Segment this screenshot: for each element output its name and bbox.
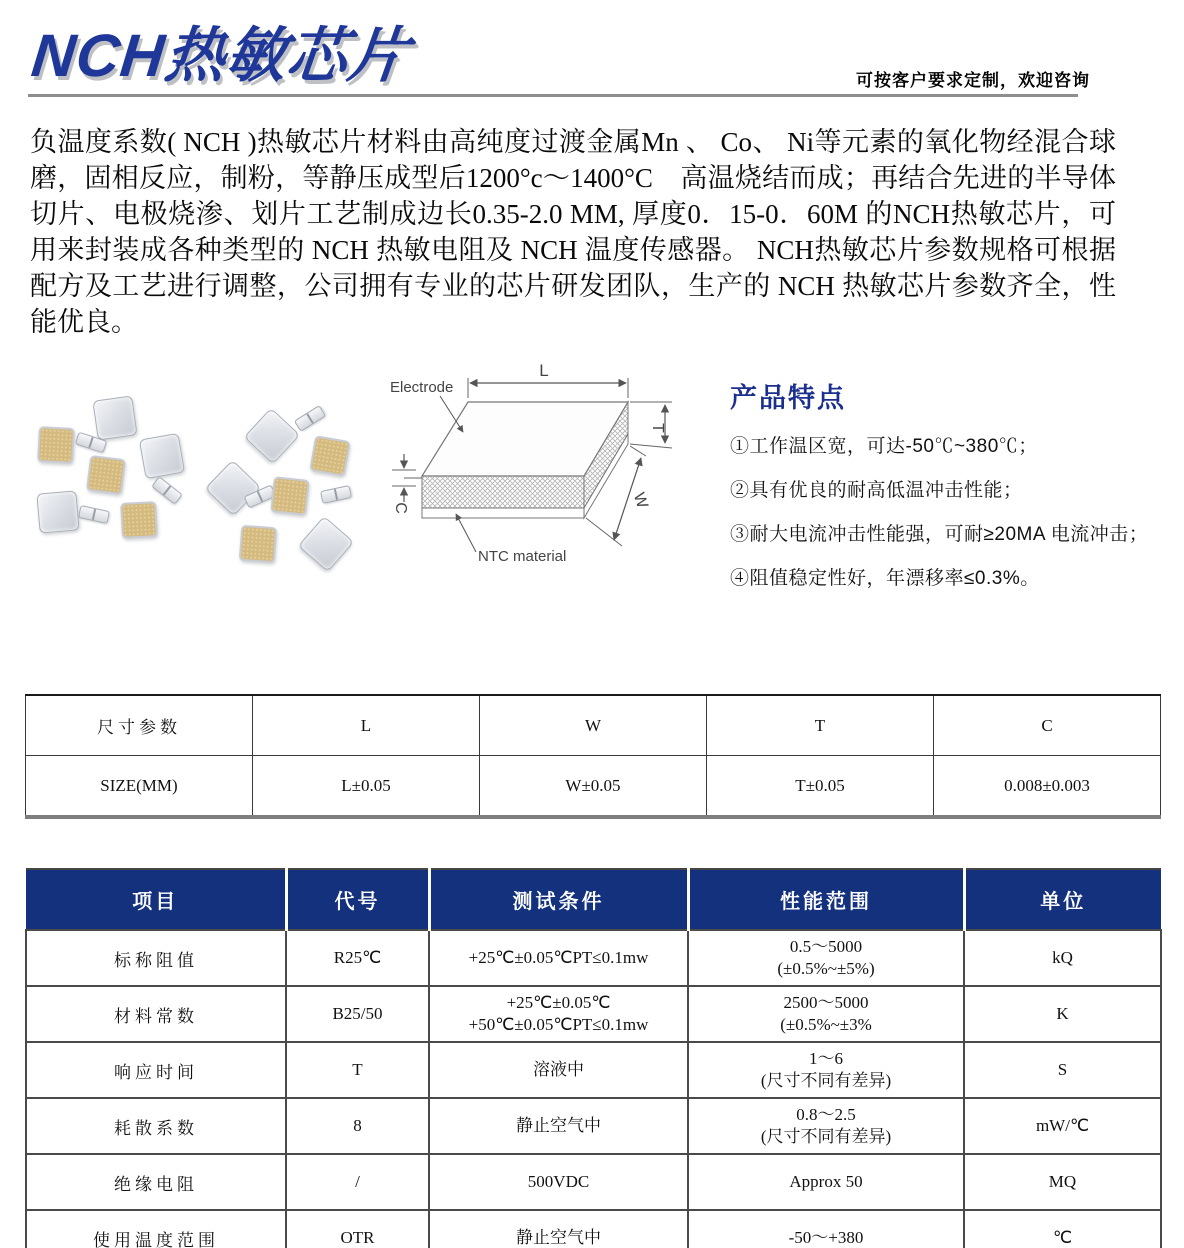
size-value-cell: 0.008±0.003 [934, 756, 1161, 818]
condition-line: 静止空气中 [516, 1228, 601, 1247]
bottom-electrode-strip [422, 508, 584, 518]
spec-row [26, 1210, 1161, 1248]
chip [309, 435, 351, 477]
chip [36, 490, 79, 533]
size-header-cell: W [480, 695, 707, 756]
product-features [730, 376, 1175, 607]
intro-paragraph: 负温度系数( NCH )热敏芯片材料由高纯度过渡金属Mn 、 Co、 Ni等元素的氧化物经混合球磨，固相反应，制粉，等静压成型后1200°c～1400°C 高温烧结而成；再结合先进的半导体切片、电极烧渗、划片工艺制成边长0.35-2.0 MM, 厚度0．15-0．60M 的NCH热敏芯片，可用来封装成各种类型的 NCH 热敏电阻及 NCH 温度传感器。 NCH热敏芯片参数规格可根据配方及工艺进行调整，公司拥有专业的芯片研发团队，生产的 NCH 热敏芯片参数齐全，性能优良。 [30, 127, 1116, 337]
spec-header-range: 性能范围 [688, 869, 964, 930]
range-line: -50～+380 [788, 1228, 864, 1247]
page-title: NCH热敏芯片 [28, 22, 413, 89]
spec-cell-item: 绝缘电阻 [26, 1154, 286, 1210]
spec-cell-unit: ℃ [964, 1210, 1161, 1248]
feature-item: ①工作温区宽，可达-50℃~380℃； [730, 436, 1038, 457]
spec-cell-code: OTR [286, 1210, 429, 1248]
size-table-header-row [26, 695, 1161, 756]
condition-line: 500VDC [527, 1172, 590, 1191]
features-heading: 产品特点 [730, 383, 846, 413]
size-header-cell: T [707, 695, 934, 756]
chip-diagram-svg [360, 356, 700, 580]
spec-cell-condition [429, 986, 688, 1042]
feature-item: ②具有优良的耐高低温冲击性能； [730, 480, 1023, 501]
spec-cell-condition [429, 1154, 688, 1210]
spec-cell-condition [429, 1042, 688, 1098]
dim-label-L: L [539, 361, 549, 380]
spec-row [26, 1154, 1161, 1210]
condition-line: 溶液中 [533, 1060, 584, 1079]
dim-label-C: C [392, 502, 409, 514]
chip [298, 516, 354, 572]
spec-table [25, 868, 1162, 1248]
spec-cell-condition [429, 1098, 688, 1154]
spec-cell-code: B25/50 [286, 986, 429, 1042]
spec-cell-range [688, 1210, 964, 1248]
chip [270, 476, 310, 516]
spec-row [26, 930, 1161, 986]
chip [92, 395, 137, 440]
condition-line: +25℃±0.05℃PT≤0.1mw [468, 948, 649, 967]
range-line: (±0.5%~±3% [780, 1015, 872, 1034]
chip [139, 433, 185, 479]
condition-line: +25℃±0.05℃ [506, 993, 611, 1012]
spec-cell-code: R25℃ [286, 930, 429, 986]
spec-header-condition: 测试条件 [429, 869, 688, 930]
size-table-value-row [26, 756, 1161, 818]
spec-cell-range [688, 1098, 964, 1154]
spec-cell-item: 耗散系数 [26, 1098, 286, 1154]
spec-row [26, 1098, 1161, 1154]
spec-cell-item: 标称阻值 [26, 930, 286, 986]
chip [244, 408, 301, 465]
size-header-cell: 尺寸参数 [26, 695, 253, 756]
size-value-cell: L±0.05 [253, 756, 480, 818]
spec-header-code: 代号 [286, 869, 429, 930]
range-line: 2500～5000 [783, 993, 869, 1012]
spec-header-unit: 单位 [964, 869, 1161, 930]
spec-cell-unit: S [964, 1042, 1161, 1098]
chip-dimension-diagram [360, 356, 700, 580]
spec-cell-item: 响应时间 [26, 1042, 286, 1098]
range-line: (尺寸不同有差异) [760, 1127, 892, 1146]
chip [205, 460, 262, 517]
size-value-cell: W±0.05 [480, 756, 707, 818]
range-line: (尺寸不同有差异) [760, 1071, 892, 1090]
chip [294, 405, 326, 432]
range-line: 1～6 [809, 1049, 843, 1068]
range-line: 0.5～5000 [789, 937, 863, 956]
spec-table-header-row [26, 869, 1161, 930]
size-header-cell: L [253, 695, 480, 756]
spec-cell-code: 8 [286, 1098, 429, 1154]
spec-cell-condition [429, 1210, 688, 1248]
size-header-cell: C [934, 695, 1161, 756]
spec-cell-item: 使用温度范围 [26, 1210, 286, 1248]
chip [239, 525, 277, 563]
spec-cell-range [688, 1042, 964, 1098]
size-value-cell: SIZE(MM) [26, 756, 253, 818]
feature-item: ③耐大电流冲击性能强，可耐≥20MA 电流冲击； [730, 524, 1149, 545]
spec-cell-condition [429, 930, 688, 986]
spec-cell-range [688, 986, 964, 1042]
size-table [25, 694, 1161, 819]
spec-cell-unit: mW/℃ [964, 1098, 1161, 1154]
spec-cell-item: 材料常数 [26, 986, 286, 1042]
range-line: 0.8～2.5 [796, 1105, 856, 1124]
chip [37, 426, 75, 464]
chips-photo [18, 372, 370, 580]
condition-line: +50℃±0.05℃PT≤0.1mw [468, 1015, 649, 1034]
header-rule [28, 94, 1078, 97]
spec-cell-unit: K [964, 986, 1161, 1042]
electrode-label: Electrode [390, 379, 454, 396]
range-line: Approx 50 [789, 1172, 863, 1191]
spec-row [26, 1042, 1161, 1098]
spec-row [26, 986, 1161, 1042]
chip [120, 501, 158, 539]
ntc-material-label: NTC material [478, 548, 567, 565]
spec-cell-range [688, 930, 964, 986]
dim-label-W: W [629, 490, 651, 511]
spec-cell-code: T [286, 1042, 429, 1098]
chip [151, 476, 183, 505]
spec-cell-unit: MQ [964, 1154, 1161, 1210]
feature-item: ④阻值稳定性好，年漂移率≤0.3%。 [730, 568, 1040, 589]
spec-cell-unit: kQ [964, 930, 1161, 986]
chip [86, 455, 126, 495]
size-value-cell: T±0.05 [707, 756, 934, 818]
condition-line: 静止空气中 [516, 1116, 601, 1135]
spec-header-item: 项目 [26, 869, 286, 930]
spec-cell-code: / [286, 1154, 429, 1210]
range-line: (±0.5%~±5%) [777, 959, 875, 978]
ntc-front-face [422, 476, 584, 508]
chip [78, 505, 110, 524]
dim-label-T: T [649, 423, 666, 433]
spec-cell-range [688, 1154, 964, 1210]
header-slogan: 可按客户要求定制，欢迎咨询 [856, 71, 1090, 90]
chip [320, 485, 352, 504]
